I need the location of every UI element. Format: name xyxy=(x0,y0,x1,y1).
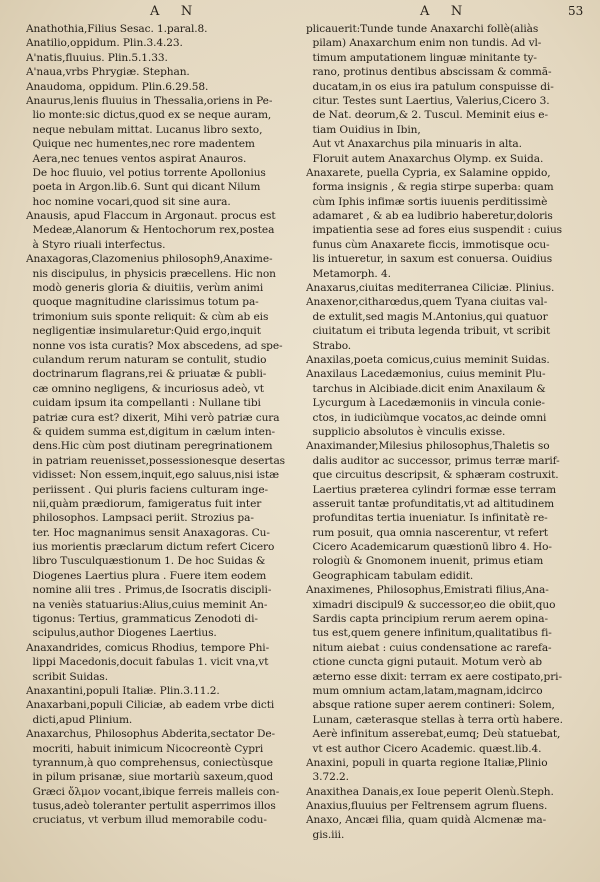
text-line: Anaximander,Milesius philosophus,Thaletis so xyxy=(306,440,550,453)
text-line: ciuitatum ei tributa legenda tribuit, vt scribit xyxy=(306,325,551,338)
text-line: æterno esse dixit: terram ex aere costipato,pri- xyxy=(306,670,562,683)
text-line: timum amputationem linguæ minitante ty- xyxy=(306,51,537,64)
text-line: Anaxo, Ancæi filia, quam quidà Alcmenæ ma- xyxy=(306,814,547,827)
text-line: patriæ cura est? dixerit, Mihi verò patriæ cura xyxy=(26,411,280,424)
text-line: Sardis capta principium rerum aerem opina- xyxy=(306,613,548,626)
text-line: Floruit autem Anaxarchus Olymp. ex Suida. xyxy=(306,152,544,165)
text-line: neque nebulam mittat. Lucanus libro sexto, xyxy=(26,123,263,136)
text-line: Anaxius,fluuius per Feltrensem agrum fluens. xyxy=(306,800,548,813)
text-line: Quique nec humentes,nec rore madentem xyxy=(26,138,255,151)
left-column xyxy=(26,22,294,874)
text-line: Anaxarchus, Philosophus Abderita,sectator De- xyxy=(26,728,276,741)
text-line: dalis auditor ac successor, primus terræ marif- xyxy=(306,454,560,467)
text-line: vt est author Cicero Academic. quæst.lib.4. xyxy=(306,742,542,755)
text-line: trimonium suis sponte reliquit: & cùm ab eis xyxy=(26,310,269,323)
text-line: scribit Suidas. xyxy=(26,670,109,683)
text-line: supplicio absolutos è vinculis exisse. xyxy=(306,425,506,438)
text-line: Anaxini, populi in quarta regione Italiæ,Plinio xyxy=(306,756,548,769)
text-line: Medeæ,Alanorum & Hentochorum rex,postea xyxy=(26,224,275,237)
text-line: mocriti, habuit inimicum Nicocreontè Cypri xyxy=(26,742,264,755)
text-line: tigonus: Tertius, grammaticus Zenodoti di- xyxy=(26,613,258,626)
text-line: citur. Testes sunt Laertius, Valerius,Cicero 3. xyxy=(306,94,550,107)
text-line: tus est,quem genere infinitum,qualitatibus fi- xyxy=(306,627,552,640)
text-line: libro Tusculquæstionum 1. De hoc Suidas & xyxy=(26,555,266,568)
text-line: cùm Iphis infimæ sortis iuuenis perditissimè xyxy=(306,195,548,208)
text-line: Anatilio,oppidum. Plin.3.4.23. xyxy=(26,37,183,50)
text-line: Aut vt Anaxarchus pila minuaris in alta. xyxy=(306,138,522,151)
text-line: ius morientis præclarum dictum refert Cicero xyxy=(26,541,275,554)
text-line: nii,quàm prædiorum, famigeratus fuit inter xyxy=(26,497,262,510)
text-line: gis.iii. xyxy=(306,828,345,841)
text-line: lippi Macedonis,docuit fabulas 1. vicit vna,vt xyxy=(26,656,269,669)
text-line: Metamorph. 4. xyxy=(306,267,391,280)
text-line: forma insignis , & regia stirpe superba: quam xyxy=(306,181,554,194)
text-line: Anaudoma, oppidum. Plin.6.29.58. xyxy=(26,80,209,93)
text-line: tusus,adeò toleranter pertulit asperrimos illos xyxy=(26,800,276,813)
text-line: Anaxenor,citharœdus,quem Tyana ciuitas val- xyxy=(306,296,548,309)
text-line: Anaxandrides, comicus Rhodius, tempore Phi- xyxy=(26,641,270,654)
page-number: 53 xyxy=(568,4,584,18)
text-line: nis discipulus, in physicis præcellens. Hic non xyxy=(26,267,276,280)
text-line: Laertius præterea cylindri formæ esse terram xyxy=(306,483,557,496)
right-column xyxy=(306,22,574,874)
text-line: Anausis, apud Flaccum in Argonaut. procus est xyxy=(26,210,276,223)
text-line: que circuitus descripsit, & sphæram costruxit. xyxy=(306,469,559,482)
text-line: Anaxarbani,populi Ciliciæ, ab eadem vrbe dicti xyxy=(26,699,275,712)
text-line: & quidem summa est,digitum in cælum inten- xyxy=(26,425,276,438)
text-line: A'naua,vrbs Phrygiæ. Stephan. xyxy=(26,66,190,79)
text-line: cuidam ipsum ita compellanti : Nullane tibi xyxy=(26,397,261,410)
running-header-right: A N xyxy=(420,4,464,19)
text-line: rano, protinus dentibus abscissam & commã- xyxy=(306,66,552,79)
text-line: Anaxithea Danais,ex Ioue peperit Olenù.Steph. xyxy=(306,785,554,798)
text-line: Anaxilas,poeta comicus,cuius meminit Suidas. xyxy=(306,353,550,366)
text-line: philosophos. Lampsaci periit. Strozius pa- xyxy=(26,512,254,525)
text-line: hoc nomine vocari,quod sit sine aura. xyxy=(26,195,231,208)
text-line: mum omnium actam,latam,magnam,idcirco xyxy=(306,684,543,697)
text-line: ter. Hoc magnanimus sensit Anaxagoras. Cu- xyxy=(26,526,270,539)
text-line: de Nat. deorum,& 2. Tuscul. Meminit eius e- xyxy=(306,109,548,122)
text-line: Anaxantini,populi Italiæ. Plin.3.11.2. xyxy=(26,684,220,697)
text-line: rologiù & Gnomonem inuenit, primus etiam xyxy=(306,555,544,568)
text-line: in patriam reuenisset,possessionesque desertas xyxy=(26,454,285,467)
text-line: A'natis,fluuius. Plin.5.1.33. xyxy=(26,51,168,64)
text-line: Lycurgum à Lacedæmoniis in vincula conie- xyxy=(306,397,545,410)
text-line: rum posuit, qua omnia nascerentur, vt refert xyxy=(306,526,548,539)
text-line: pilam) Anaxarchum enim non tundis. Ad vl- xyxy=(306,37,542,50)
text-line: ducatam,in os eius ira patulum conspuisse di- xyxy=(306,80,554,93)
text-line: ctos, in iudiciùmque vocatos,ac deinde omni xyxy=(306,411,547,424)
text-line: Aera,nec tenues ventos aspirat Anauros. xyxy=(26,152,247,165)
text-line: nonne vos ista curatis? Mox abscedens, ad spe- xyxy=(26,339,283,352)
text-line: cruciatus, vt verbum illud memorabile codu- xyxy=(26,814,267,827)
text-line: lio monte:sic dictus,quod ex se neque auram, xyxy=(26,109,272,122)
text-line: Anaxarete, puella Cypria, ex Salamine oppido, xyxy=(306,166,551,179)
text-line: culandum rerum naturam se contulit, studio xyxy=(26,353,267,366)
text-line: de extulit,sed magis M.Antonius,qui quatuor xyxy=(306,310,548,323)
text-line: Anaxarus,ciuitas mediterranea Ciliciæ. Plinius. xyxy=(306,282,555,295)
text-line: lis intueretur, in saxum est conuersa. Ouidius xyxy=(306,253,553,266)
text-line: periissent . Qui pluris faciens culturam inge- xyxy=(26,483,268,496)
text-line: negligentiæ insimularetur:Quid ergo,inquit xyxy=(26,325,261,338)
text-line: tyrannum,à quo comprehensus, coniectùsque xyxy=(26,756,273,769)
text-line: vidisset: Non essem,inquit,ego saluus,nisi istæ xyxy=(26,469,280,482)
text-line: doctrinarum flagrans,rei & priuatæ & publi- xyxy=(26,368,267,381)
text-line: Strabo. xyxy=(306,339,352,352)
text-line: 3.72.2. xyxy=(306,771,349,784)
text-line: tiam Ouidius in Ibin, xyxy=(306,123,421,136)
text-line: impatientia sese ad fores eius suspendit : cuius xyxy=(306,224,563,237)
text-line: dens.Hic cùm post diutinam peregrinationem xyxy=(26,440,273,453)
text-line: plicauerit:Tunde tunde Anaxarchi follè(aliàs xyxy=(306,23,539,35)
text-line: cæ omnino negligens, & incuriosus adeò, vt xyxy=(26,382,264,395)
text-line: absque ratione super aerem contineri: Solem, xyxy=(306,699,555,712)
text-line: à Styro riuali interfectus. xyxy=(26,238,166,251)
text-line: Cicero Academicarum quæstionū libro 4. Ho- xyxy=(306,541,552,554)
text-line: Geographicam tabulam edidit. xyxy=(306,569,474,582)
text-line: funus cùm Anaxarete ficcis, immotisque ocu- xyxy=(306,238,550,251)
text-line: Aerè infinitum asserebat,eumq; Deù statuebat, xyxy=(306,728,561,741)
text-line: quoque magnitudine clarissimus totum pa- xyxy=(26,296,259,309)
running-header-left: A N xyxy=(150,4,194,19)
text-line: poeta in Argon.lib.6. Sunt qui dicant Nilum xyxy=(26,181,261,194)
text-line: in pilum prisanæ, siue mortariù saxeum,quod xyxy=(26,771,274,784)
text-line: nitum aiebat : cuius condensatione ac rarefa- xyxy=(306,641,552,654)
text-line: ctione cuncta gigni putauit. Motum verò ab xyxy=(306,656,542,669)
text-line: nomine alii tres . Primus,de Isocratis discipli- xyxy=(26,584,272,597)
text-line: scipulus,author Diogenes Laertius. xyxy=(26,627,217,640)
text-line: profunditas tertia inueniatur. Is infinitatè re- xyxy=(306,512,548,525)
text-line: asseruit tantæ profunditatis,vt ad altitudinem xyxy=(306,497,555,510)
text-line: Diogenes Laertius plura . Fuere item eodem xyxy=(26,569,267,582)
text-line: tarchus in Alcibiade.dicit enim Anaxilaum & xyxy=(306,382,546,395)
text-line: Græci ὄλμον vocant,ibique ferreis malleis con- xyxy=(26,785,280,798)
text-line: Anaurus,lenis fluuius in Thessalia,oriens in Pe- xyxy=(26,94,273,107)
text-line: dicti,apud Plinium. xyxy=(26,713,133,726)
text-line: na veniès statuarius:Alius,cuius meminit An- xyxy=(26,598,268,611)
text-line: adamaret , & ab ea ludibrio haberetur,doloris xyxy=(306,210,553,223)
text-line: Anaximenes, Philosophus,Emistrati filius,Ana- xyxy=(306,584,549,597)
text-line: Lunam, cæterasque stellas à terra ortù habere. xyxy=(306,713,563,726)
text-line: De hoc fluuio, vel potius torrente Apollonius xyxy=(26,166,266,179)
text-line: modò generis gloria & diuitiis, verùm animi xyxy=(26,282,264,295)
text-line: Anaxagoras,Clazomenius philosoph9,Anaxime- xyxy=(26,253,273,266)
text-line: Anaxilaus Lacedæmonius, cuius meminit Plu- xyxy=(306,368,546,381)
text-line: ximadri discipul9 & successor,eo die obiit,quo xyxy=(306,598,556,611)
text-line: Anathothia,Filius Sesac. 1.paral.8. xyxy=(26,23,208,35)
